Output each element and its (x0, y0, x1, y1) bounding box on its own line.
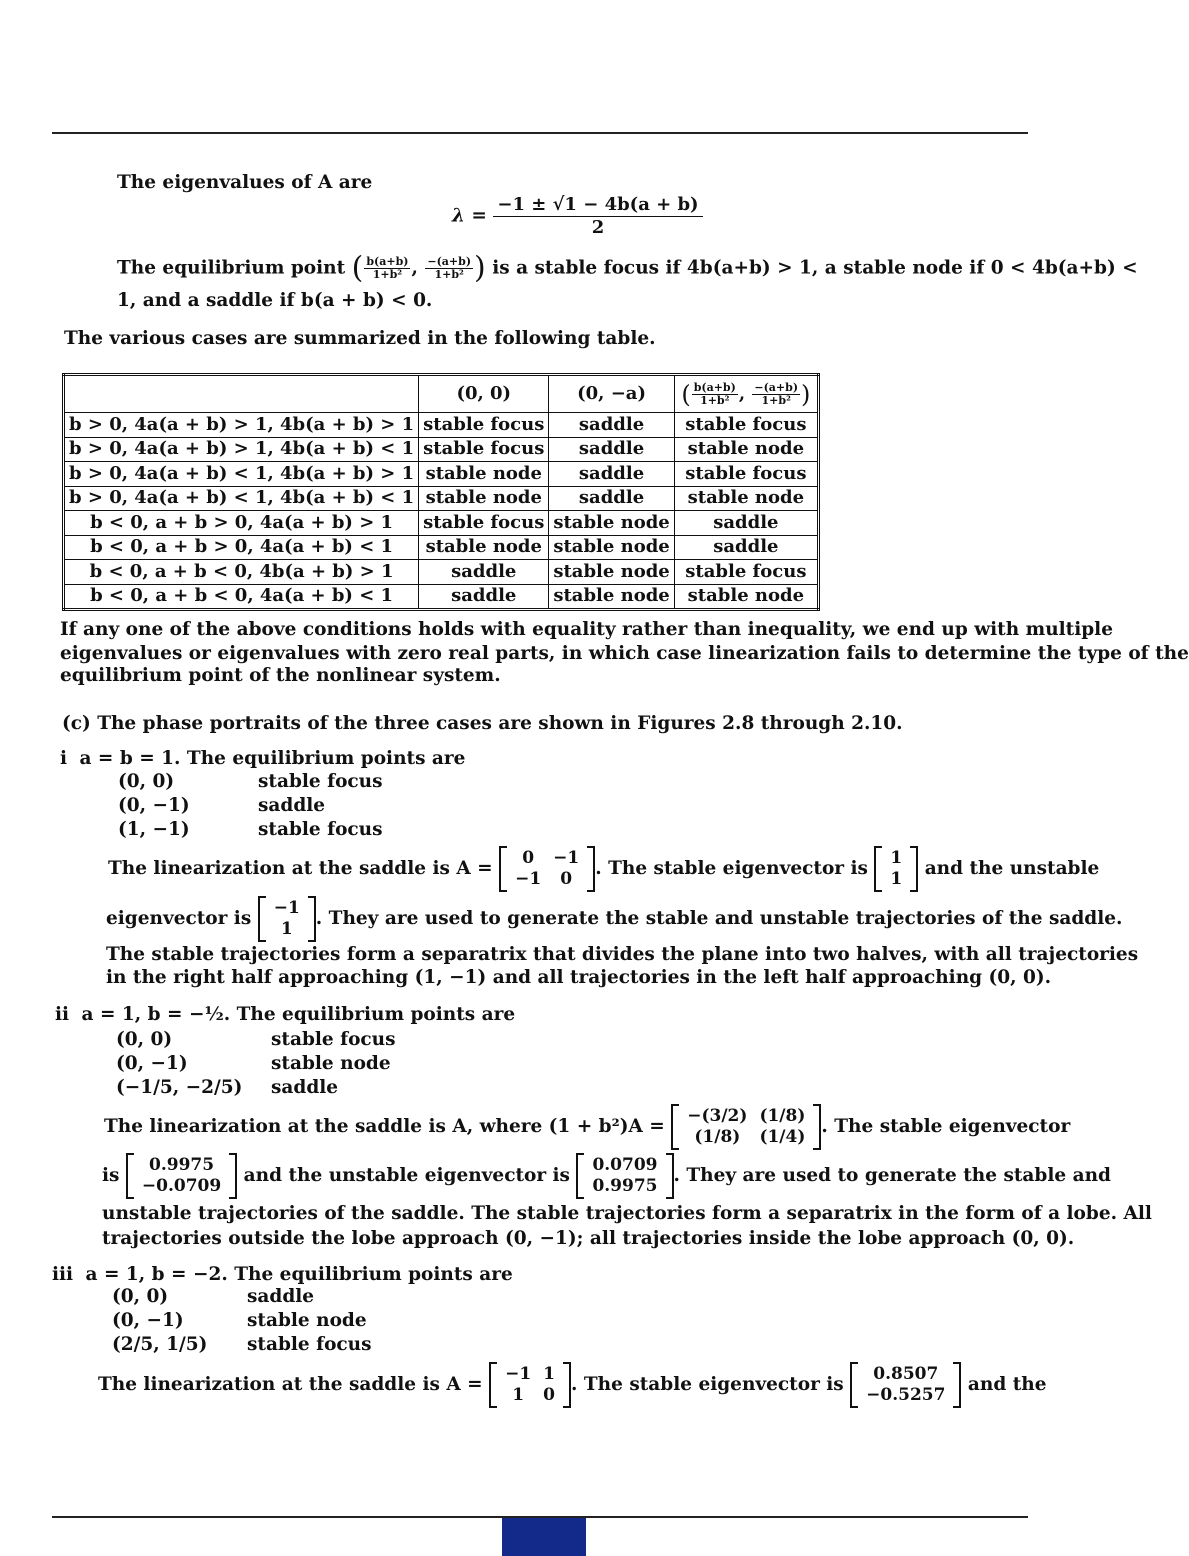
type-cell: stable focus (419, 511, 549, 536)
table-row (64, 437, 819, 462)
case-i-eig-text: eigenvector is (106, 908, 252, 929)
list-item (118, 794, 383, 818)
frac-1-den: 1+b² (372, 268, 403, 281)
case-ii-matrix (671, 1104, 821, 1150)
table-row (64, 511, 819, 536)
header-blank (64, 375, 419, 413)
equality-note-1: If any one of the above conditions holds with equality rather than inequality, we end up with multiple (60, 619, 1113, 640)
vector-cell: 1 (890, 869, 903, 889)
case-i-stable-vector (874, 846, 918, 892)
vector-cell: −0.5257 (866, 1385, 946, 1405)
case-iii-title-text: a = 1, b = −2. The equilibrium points are (85, 1264, 513, 1285)
matrix-cell: (1/4) (759, 1127, 806, 1147)
list-item (112, 1309, 372, 1333)
table-row (64, 584, 819, 610)
equilibrium-line-3: 1, and a saddle if b(a + b) < 0. (117, 290, 433, 311)
case-iii-matrix (489, 1362, 571, 1408)
type-cell: stable node (419, 462, 549, 487)
type-cell: stable focus (419, 437, 549, 462)
table-row (64, 535, 819, 560)
top-rule (52, 132, 1028, 134)
list-item (116, 1052, 396, 1076)
case-i-stable-text: . The stable eigenvector is (595, 858, 868, 879)
equilibrium-line: The equilibrium point ( $\frac{b(a+b)}{\text{1+b²}}$ , $\frac{-(a+b)}{\text{1+b²}}$ ) is a stable focus if 4b(a+b) > 1, a stable node if 0 < 4b(a+b) < (117, 250, 1138, 286)
case-iii-stable-vector (850, 1362, 961, 1408)
type-cell: stable focus (419, 413, 549, 438)
list-item (112, 1285, 372, 1309)
type-cell: stable focus (674, 413, 818, 438)
vector-cell: 0.8507 (873, 1364, 939, 1384)
point-coord: (0, −1) (118, 795, 190, 816)
page-footer-block (502, 1518, 586, 1556)
case-iii-title (52, 1263, 513, 1287)
table-row (64, 462, 819, 487)
case-iii-lin-text: The linearization at the saddle is A = (98, 1374, 483, 1395)
case-i-line-2: in the right half approaching (1, −1) and all trajectories in the left half approaching (0, 0). (106, 967, 1052, 988)
point-type: stable focus (258, 771, 383, 792)
point-coord: (0, 0) (112, 1286, 169, 1307)
lambda-symbol: λ = (452, 205, 487, 227)
frac-1-num: b(a+b) (366, 255, 409, 268)
case-iii-stable-text: . The stable eigenvector is (571, 1374, 844, 1395)
case-i-unstable-text: and the unstable (924, 858, 1100, 879)
point-coord: (1, −1) (118, 819, 190, 840)
matrix-cell: −1 (505, 1364, 532, 1384)
case-ii-label: ii (55, 1004, 70, 1025)
vector-cell: 0.9975 (592, 1176, 658, 1196)
matrix-cell: 0 (543, 1385, 556, 1405)
case-i-title-text: a = b = 1. The equilibrium points are (79, 748, 466, 769)
case-i-lin-text: The linearization at the saddle is A = (108, 858, 493, 879)
case-i-line-1: The stable trajectories form a separatrix that divides the plane into two halves, with all trajectories (106, 944, 1139, 965)
condition-cell: b > 0, 4a(a + b) > 1, 4b(a + b) > 1 (64, 413, 419, 438)
hdr-frac-1-num: b(a+b) (693, 380, 736, 394)
case-iii-tail-text: and the (967, 1374, 1047, 1395)
type-cell: saddle (674, 511, 818, 536)
matrix-cell: (1/8) (694, 1127, 741, 1147)
matrix-cell: 1 (543, 1364, 556, 1384)
close-paren: ) (474, 250, 486, 286)
vector-cell: 1 (890, 848, 903, 868)
condition-cell: b < 0, a + b < 0, 4b(a + b) > 1 (64, 560, 419, 585)
type-cell: stable focus (674, 560, 818, 585)
vector-cell: 1 (280, 919, 293, 939)
table-header-row (64, 375, 819, 413)
point-type: saddle (258, 795, 326, 816)
type-cell: stable node (419, 535, 549, 560)
case-ii-stable-vector (126, 1153, 237, 1199)
frac-2-num: −(a+b) (427, 255, 472, 268)
point-type: saddle (271, 1077, 339, 1098)
type-cell: saddle (674, 535, 818, 560)
case-iii-points (112, 1285, 372, 1357)
hdr-frac-2-den: 1+b² (761, 393, 791, 407)
condition-cell: b < 0, a + b > 0, 4a(a + b) < 1 (64, 535, 419, 560)
equilibrium-text-1: The equilibrium point (117, 257, 346, 279)
case-ii-title-text: a = 1, b = −½. The equilibrium points are (81, 1004, 516, 1025)
hdr-frac-2 (752, 382, 800, 407)
type-cell: saddle (419, 584, 549, 610)
type-cell: stable node (549, 560, 674, 585)
point-type: saddle (247, 1286, 315, 1307)
table-body (64, 413, 819, 610)
type-cell: saddle (419, 560, 549, 585)
type-cell: stable node (674, 437, 818, 462)
point-coord: (−1/5, −2/5) (116, 1077, 243, 1098)
point-type: stable focus (247, 1334, 372, 1355)
type-cell: stable node (549, 584, 674, 610)
point-coord: (2/5, 1/5) (112, 1334, 208, 1355)
header-point3: ( $\frac{b(a+b)}{\text{1+b²}}$ , $\frac{-(a+b)}{\text{1+b²}}$ ) (674, 375, 818, 413)
case-ii-lin-text: The linearization at the saddle is A, where (1 + b²)A = (104, 1116, 665, 1137)
hdr-open-paren: ( (681, 380, 691, 408)
type-cell: stable node (419, 486, 549, 511)
point-type: stable focus (271, 1029, 396, 1050)
case-i-matrix (499, 846, 595, 892)
table-row (64, 560, 819, 585)
table-row (64, 413, 819, 438)
point-type: stable focus (258, 819, 383, 840)
frac-2 (425, 256, 473, 281)
type-cell: stable node (674, 486, 818, 511)
matrix-cell: −1 (553, 848, 580, 868)
point-type: stable node (247, 1310, 367, 1331)
hdr-frac-2-num: −(a+b) (754, 380, 799, 394)
case-ii-is-text: is (102, 1165, 120, 1186)
equality-note-2: eigenvalues or eigenvalues with zero real parts, in which case linearization fails to determine the type of the (60, 643, 1189, 664)
list-item (112, 1333, 372, 1357)
part-c-line: (c) The phase portraits of the three cases are shown in Figures 2.8 through 2.10. (62, 713, 903, 734)
case-ii-points (116, 1028, 396, 1100)
type-cell: saddle (549, 486, 674, 511)
type-cell: saddle (549, 413, 674, 438)
equilibrium-text-2: is a stable focus if 4b(a+b) > 1, a stable node if 0 < 4b(a+b) < (492, 257, 1138, 279)
case-i-label: i (60, 748, 68, 769)
case-ii-used-text: . They are used to generate the stable and (673, 1165, 1111, 1186)
hdr-frac-1 (692, 382, 738, 407)
condition-cell: b > 0, 4a(a + b) > 1, 4b(a + b) < 1 (64, 437, 419, 462)
matrix-cell: 0 (560, 869, 573, 889)
list-item (116, 1076, 396, 1100)
lambda-denominator: 2 (591, 217, 605, 238)
header-origin: (0, 0) (419, 375, 549, 413)
vector-cell: 0.0709 (592, 1155, 658, 1175)
vector-cell: −0.0709 (141, 1176, 222, 1196)
table-row (64, 486, 819, 511)
equality-note-3: equilibrium point of the nonlinear system. (60, 665, 501, 686)
condition-cell: b > 0, 4a(a + b) < 1, 4b(a + b) > 1 (64, 462, 419, 487)
case-i-used-text: . They are used to generate the stable and unstable trajectories of the saddle. (315, 908, 1123, 929)
lambda-fraction (493, 194, 702, 239)
case-ii-unstable-text: and the unstable eigenvector is (243, 1165, 570, 1186)
case-ii-stable-text: . The stable eigenvector (821, 1116, 1071, 1137)
case-ii-linearization (104, 1104, 1070, 1150)
list-item (118, 818, 383, 842)
frac-2-den: 1+b² (434, 268, 464, 281)
lambda-numerator: −1 ± √1 − 4b(a + b) (493, 194, 702, 217)
type-cell: saddle (549, 437, 674, 462)
frac-1 (364, 256, 410, 281)
header-point2: (0, −a) (549, 375, 674, 413)
type-cell: stable node (549, 511, 674, 536)
point-coord: (0, −1) (116, 1053, 188, 1074)
list-item (116, 1028, 396, 1052)
case-i-eigenvector-line (106, 896, 1122, 942)
hdr-frac-1-den: 1+b² (700, 393, 730, 407)
point-coord: (0, −1) (112, 1310, 184, 1331)
eigenvalues-line: The eigenvalues of A are (117, 172, 373, 193)
hdr-close-paren: ) (801, 380, 811, 408)
matrix-cell: (1/8) (759, 1106, 806, 1126)
case-i-linearization (108, 846, 1099, 892)
case-ii-unstable-vector (576, 1153, 673, 1199)
case-iii-linearization (98, 1362, 1047, 1408)
point-coord: (0, 0) (116, 1029, 173, 1050)
type-cell: stable focus (674, 462, 818, 487)
vector-cell: −1 (273, 898, 300, 918)
summary-table (62, 373, 820, 611)
type-cell: stable node (549, 535, 674, 560)
lambda-equation (452, 194, 703, 239)
point-coord: (0, 0) (118, 771, 175, 792)
condition-cell: b > 0, 4a(a + b) < 1, 4b(a + b) < 1 (64, 486, 419, 511)
type-cell: saddle (549, 462, 674, 487)
matrix-cell: −(3/2) (687, 1106, 748, 1126)
summary-line: The various cases are summarized in the following table. (64, 328, 656, 349)
matrix-cell: −1 (515, 869, 542, 889)
case-ii-line-1: unstable trajectories of the saddle. The stable trajectories form a separatrix in the form of a lobe. All (102, 1203, 1152, 1224)
point-type: stable node (271, 1053, 391, 1074)
case-ii-eigenvector-line (102, 1153, 1111, 1199)
type-cell: stable node (674, 584, 818, 610)
vector-cell: 0.9975 (149, 1155, 215, 1175)
case-i-title (60, 747, 465, 771)
open-paren: ( (351, 250, 364, 286)
condition-cell: b < 0, a + b < 0, 4a(a + b) < 1 (64, 584, 419, 610)
condition-cell: b < 0, a + b > 0, 4a(a + b) > 1 (64, 511, 419, 536)
matrix-cell: 0 (522, 848, 535, 868)
matrix-cell: 1 (512, 1385, 525, 1405)
case-i-points (118, 770, 383, 842)
case-ii-title (55, 1003, 515, 1027)
case-ii-line-2: trajectories outside the lobe approach (0, −1); all trajectories inside the lobe approach (0, 0). (102, 1228, 1075, 1249)
list-item (118, 770, 383, 794)
case-i-unstable-vector (258, 896, 316, 942)
case-iii-label: iii (52, 1264, 74, 1285)
